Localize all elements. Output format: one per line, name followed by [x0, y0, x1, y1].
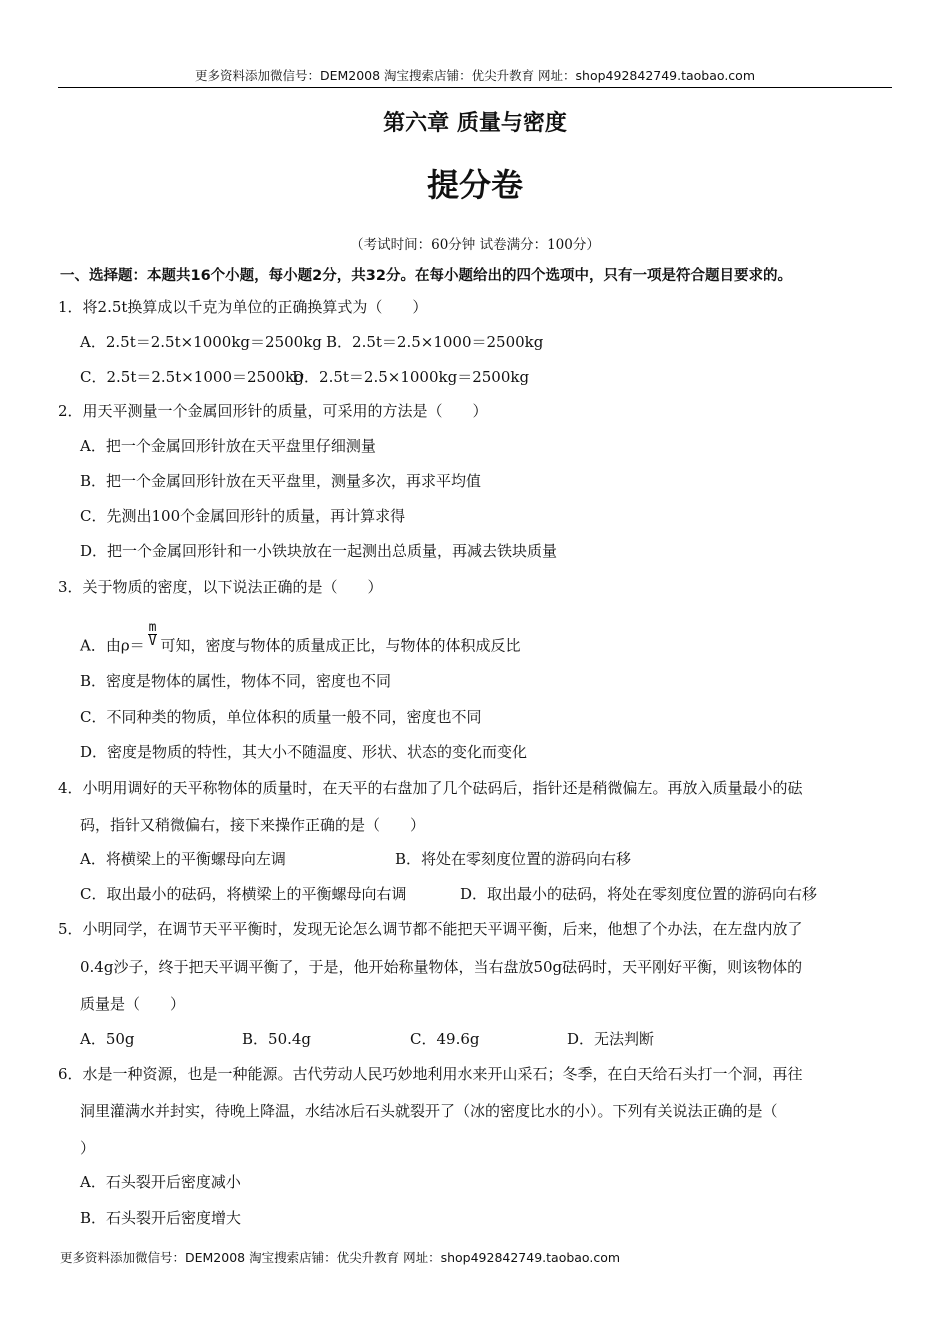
q5-option-b: B．50.4g	[242, 1030, 312, 1048]
q4-stem-line1: 4．小明用调好的天平称物体的质量时，在天平的右盘加了几个砝码后，指针还是稍微偏左。再放入质量最小的砝	[58, 779, 803, 797]
q5-stem-line3: 质量是（ ）	[80, 995, 186, 1013]
q3-option-b: B．密度是物体的属性，物体不同，密度也不同	[80, 672, 392, 690]
header-rule	[58, 87, 892, 88]
fraction-denominator: V	[148, 634, 157, 649]
q3-option-d: D．密度是物质的特性，其大小不随温度、形状、状态的变化而变化	[80, 743, 528, 761]
page-header: 更多资料添加微信号：DEM2008 淘宝搜索店铺：优尖升教育 网址：shop492842749.taobao.com	[194, 68, 756, 83]
density-fraction	[148, 621, 158, 648]
q1-option-a: A．2.5t＝2.5t×1000kg＝2500kg	[80, 333, 322, 351]
q6-stem-line2: 洞里灌满水并封实，待晚上降温，水结冰后石头就裂开了（冰的密度比水的小）。下列有关说法正确的是（	[80, 1102, 778, 1120]
q3-option-a-prefix: A．由ρ＝	[80, 636, 145, 655]
q4-option-b: B．将处在零刻度位置的游码向右移	[395, 850, 632, 868]
q5-option-a: A．50g	[80, 1030, 135, 1048]
q2-stem: 2．用天平测量一个金属回形针的质量，可采用的方法是（ ）	[58, 402, 488, 420]
paper-title: 提分卷	[426, 166, 523, 204]
q3-option-c: C．不同种类的物质，单位体积的质量一般不同，密度也不同	[80, 708, 482, 726]
section-heading: 一、选择题：本题共16个小题，每小题2分，共32分。在每小题给出的四个选项中，只有一项是符合题目要求的。	[60, 268, 792, 284]
q4-stem-line2: 码，指针又稍微偏右，接下来操作正确的是（ ）	[80, 816, 426, 834]
page-footer: 更多资料添加微信号：DEM2008 淘宝搜索店铺：优尖升教育 网址：shop492842749.taobao.com	[60, 1250, 621, 1265]
q1-stem: 1．将2.5t换算成以千克为单位的正确换算式为（ ）	[58, 298, 428, 316]
q3-stem: 3．关于物质的密度，以下说法正确的是（ ）	[58, 578, 383, 596]
q2-option-c: C．先测出100个金属回形针的质量，再计算求得	[80, 507, 406, 525]
q6-stem-line1: 6．水是一种资源，也是一种能源。古代劳动人民巧妙地利用水来开山采石；冬季，在白天给石头打一个洞，再往	[58, 1065, 803, 1083]
chapter-title: 第六章 质量与密度	[383, 110, 567, 136]
q4-option-c: C．取出最小的砝码，将横梁上的平衡螺母向右调	[80, 885, 407, 903]
q4-option-d: D．取出最小的砝码，将处在零刻度位置的游码向右移	[460, 885, 818, 903]
q6-option-b: B．石头裂开后密度增大	[80, 1209, 242, 1227]
fraction-numerator: m	[148, 620, 157, 635]
q2-option-b: B．把一个金属回形针放在天平盘里，测量多次，再求平均值	[80, 472, 482, 490]
q1-option-d: D．2.5t＝2.5×1000kg＝2500kg	[292, 368, 530, 386]
q2-option-d: D．把一个金属回形针和一小铁块放在一起测出总质量，再减去铁块质量	[80, 542, 558, 560]
q5-option-c: C．49.6g	[410, 1030, 480, 1048]
q5-stem-line2: 0.4g沙子，终于把天平调平衡了，于是，他开始称量物体，当右盘放50g砝码时，天平刚好平衡，则该物体的	[80, 958, 803, 976]
q2-option-a: A．把一个金属回形针放在天平盘里仔细测量	[80, 437, 376, 455]
q3-option-a	[80, 620, 521, 660]
q6-option-a: A．石头裂开后密度减小	[80, 1173, 241, 1191]
q1-option-c: C．2.5t＝2.5t×1000＝2500kg	[80, 368, 304, 386]
q4-option-a: A．将横梁上的平衡螺母向左调	[80, 850, 286, 868]
q6-stem-line3: ）	[80, 1139, 96, 1157]
exam-info: （考试时间：60分钟 试卷满分：100分）	[350, 237, 600, 253]
q5-option-d: D．无法判断	[567, 1030, 655, 1048]
q3-option-a-suffix: 可知，密度与物体的质量成正比，与物体的体积成反比	[160, 636, 521, 655]
q1-option-b: B．2.5t＝2.5×1000＝2500kg	[326, 333, 544, 351]
q5-stem-line1: 5．小明同学，在调节天平平衡时，发现无论怎么调节都不能把天平调平衡，后来，他想了个办法，在左盘内放了	[58, 920, 803, 938]
